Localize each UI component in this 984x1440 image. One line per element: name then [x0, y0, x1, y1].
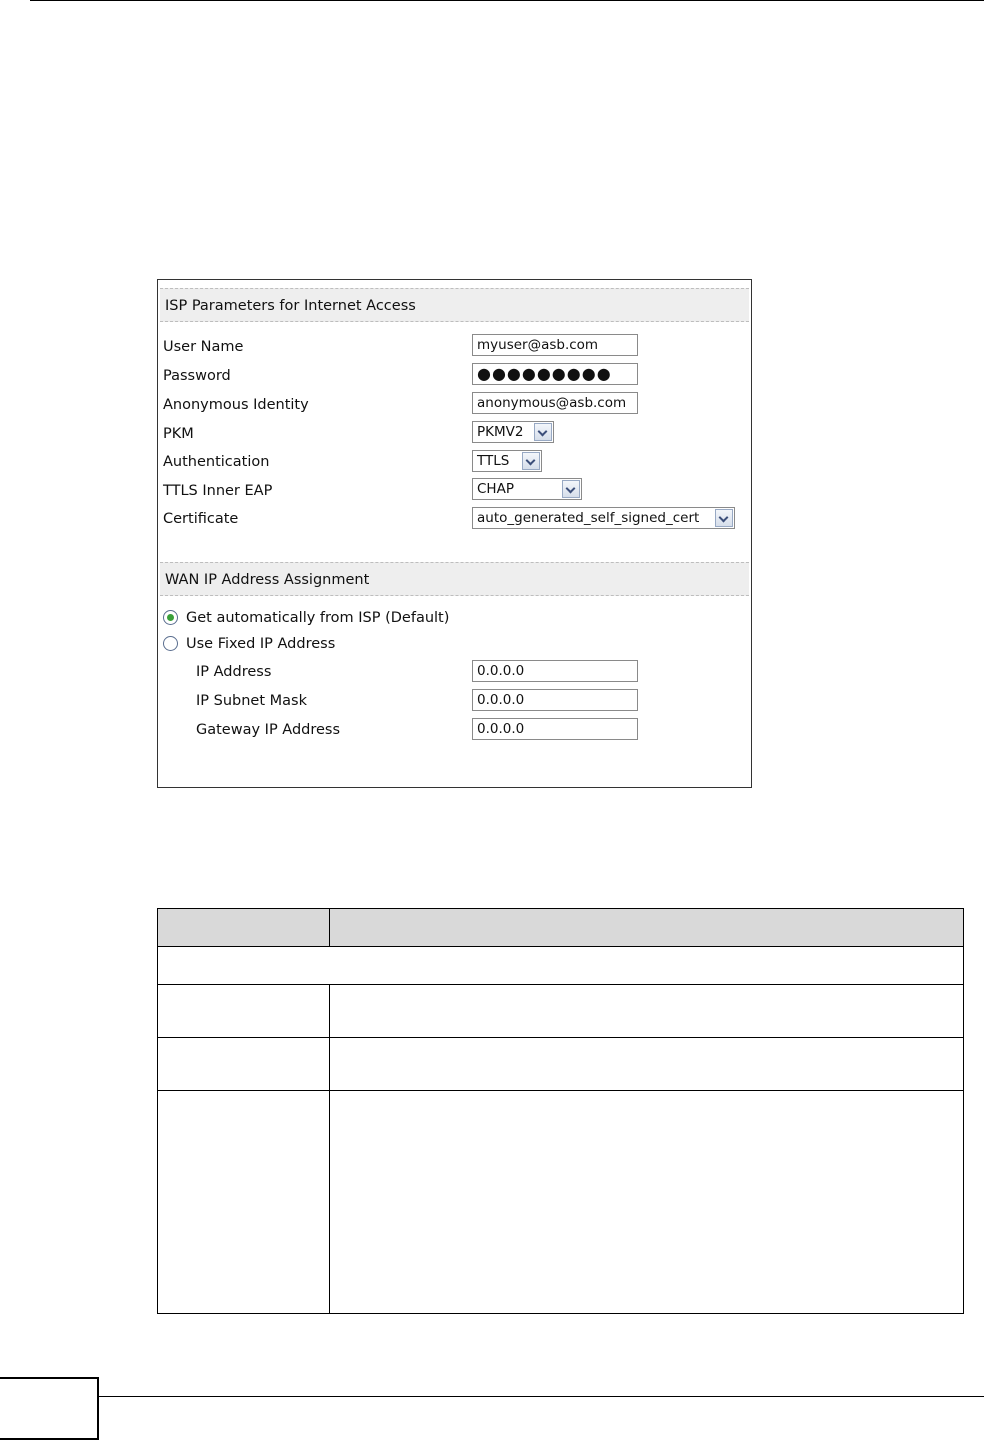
chevron-down-icon[interactable]	[522, 452, 540, 470]
fixed-ip-radio[interactable]	[163, 636, 178, 651]
pkm-select-value: PKMV2	[477, 424, 524, 440]
ttls-inner-eap-select[interactable]	[472, 478, 582, 500]
table-row	[158, 985, 964, 1038]
wan-section-title: WAN IP Address Assignment	[165, 572, 370, 588]
password-input[interactable]: ●●●●●●●●●	[472, 363, 638, 385]
chevron-down-icon[interactable]	[534, 423, 552, 441]
ip-address-label: IP Address	[196, 664, 272, 680]
anonymous-identity-label: Anonymous Identity	[163, 397, 309, 413]
certificate-label: Certificate	[163, 511, 239, 527]
footer-rule	[99, 1396, 984, 1397]
description-table	[157, 908, 964, 1314]
table-row	[158, 1091, 964, 1314]
table-cell	[158, 985, 330, 1038]
user-name-input[interactable]: myuser@asb.com	[472, 334, 638, 356]
anonymous-identity-input[interactable]: anonymous@asb.com	[472, 392, 638, 414]
table-header-cell	[330, 909, 964, 947]
table-header-cell	[158, 909, 330, 947]
table-cell	[330, 1038, 964, 1091]
auto-ip-radio-label[interactable]: Get automatically from ISP (Default)	[186, 610, 450, 626]
fixed-ip-radio-label[interactable]: Use Fixed IP Address	[186, 636, 336, 652]
wan-section-header	[160, 562, 749, 596]
ip-subnet-mask-input[interactable]: 0.0.0.0	[472, 689, 638, 711]
table-cell	[330, 985, 964, 1038]
isp-settings-panel	[157, 279, 752, 788]
header-rule	[30, 0, 984, 1]
gateway-ip-label: Gateway IP Address	[196, 722, 341, 738]
ip-subnet-mask-label: IP Subnet Mask	[196, 693, 307, 709]
isp-section-header	[160, 288, 749, 322]
pkm-select[interactable]	[472, 421, 554, 443]
ttls-inner-eap-select-value: CHAP	[477, 481, 514, 497]
isp-section-title: ISP Parameters for Internet Access	[165, 298, 416, 314]
table-cell	[158, 1091, 330, 1314]
authentication-select[interactable]	[472, 450, 542, 472]
gateway-ip-input[interactable]: 0.0.0.0	[472, 718, 638, 740]
table-cell	[158, 947, 964, 985]
page-number-box	[0, 1377, 99, 1440]
table-row	[158, 1038, 964, 1091]
table-cell	[158, 1038, 330, 1091]
chevron-down-icon[interactable]	[562, 480, 580, 498]
chevron-down-icon[interactable]	[715, 509, 733, 527]
certificate-select[interactable]	[472, 507, 735, 529]
table-cell	[330, 1091, 964, 1314]
ip-address-input[interactable]: 0.0.0.0	[472, 660, 638, 682]
authentication-select-value: TTLS	[477, 453, 510, 469]
table-header-row	[158, 909, 964, 947]
certificate-select-value: auto_generated_self_signed_cert	[477, 510, 700, 526]
ttls-inner-eap-label: TTLS Inner EAP	[163, 483, 273, 499]
pkm-label: PKM	[163, 426, 194, 442]
table-row	[158, 947, 964, 985]
password-label: Password	[163, 368, 231, 384]
user-name-label: User Name	[163, 339, 244, 355]
authentication-label: Authentication	[163, 454, 270, 470]
auto-ip-radio[interactable]	[163, 610, 178, 625]
